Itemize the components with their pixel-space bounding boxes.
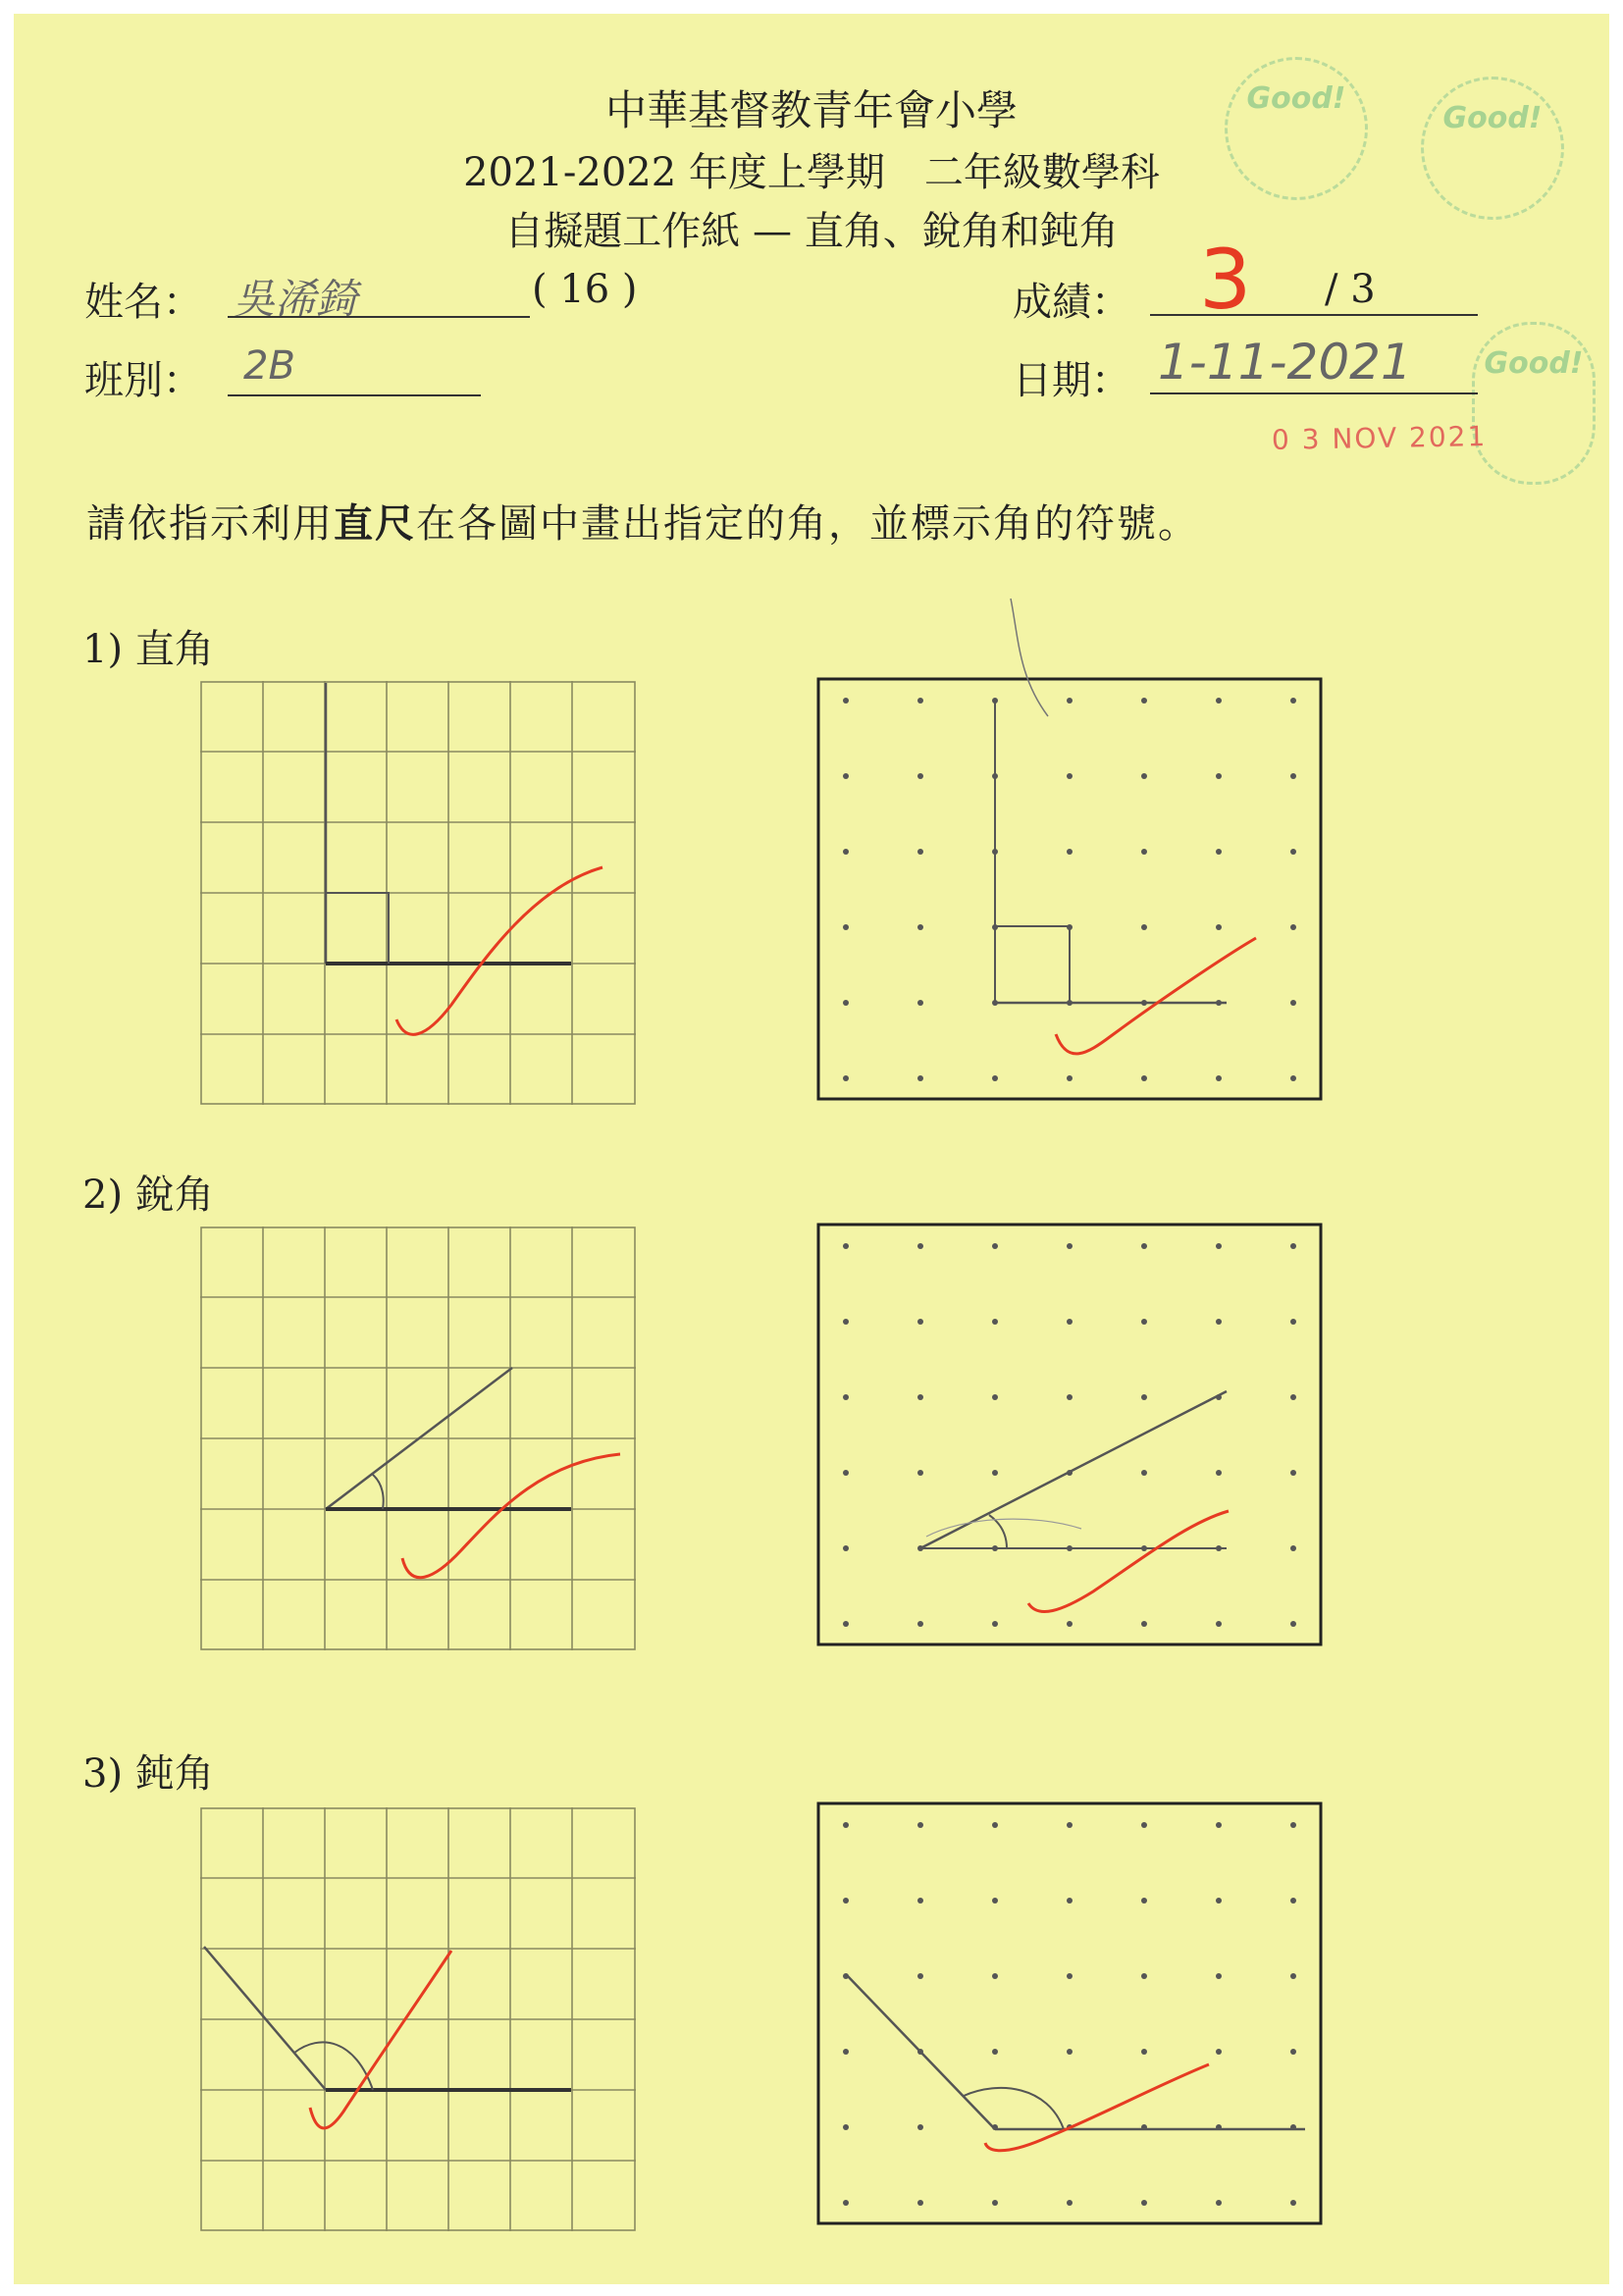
date-underline — [1150, 392, 1478, 394]
score-value: 3 — [1199, 232, 1252, 328]
class-number: ( 16 ) — [532, 267, 638, 312]
good-stamp-2-text: Good! — [1442, 101, 1543, 135]
q2-square-grid — [200, 1226, 636, 1650]
question-3-label: 3) 鈍角 — [82, 1751, 214, 1797]
good-stamp-3-text: Good! — [1484, 346, 1584, 381]
date-label: 日期： — [1013, 358, 1130, 403]
name-underline — [228, 316, 530, 318]
worksheet-title: 自擬題工作紙 — 直角、銳角和鈍角 — [504, 209, 1119, 254]
q1-square-grid — [200, 681, 636, 1105]
instruction-prefix: 請依指示利用 — [86, 501, 334, 547]
name-label: 姓名： — [84, 280, 202, 325]
instruction-ruler: 直尺 — [334, 501, 416, 547]
instruction-text — [86, 493, 1199, 548]
good-stamp-1-text: Good! — [1246, 81, 1346, 116]
good-stamp-3 — [1472, 322, 1596, 485]
q3-dot-grid — [816, 1801, 1323, 2225]
score-total: / 3 — [1325, 267, 1376, 312]
q3-square-grid — [200, 1807, 636, 2231]
question-1-label: 1) 直角 — [82, 627, 214, 672]
class-label: 班別： — [84, 358, 202, 403]
name-value: 吳浠錡 — [234, 275, 358, 323]
instruction-suffix: 在各圖中畫出指定的角，並標示角的符號。 — [416, 501, 1199, 547]
received-date-stamp: 0 3 NOV 2021 — [1271, 420, 1488, 456]
class-value: 2B — [243, 343, 295, 389]
q1-dot-grid — [816, 677, 1323, 1101]
school-name: 中華基督教青年會小學 — [604, 86, 1018, 134]
score-label: 成績： — [1013, 280, 1130, 325]
q2-dot-grid — [816, 1223, 1323, 1646]
date-value: 1-11-2021 — [1158, 334, 1412, 391]
class-underline — [228, 394, 481, 396]
term-subject: 2021-2022 年度上學期 二年級數學科 — [463, 150, 1160, 195]
question-2-label: 2) 銳角 — [82, 1173, 214, 1218]
